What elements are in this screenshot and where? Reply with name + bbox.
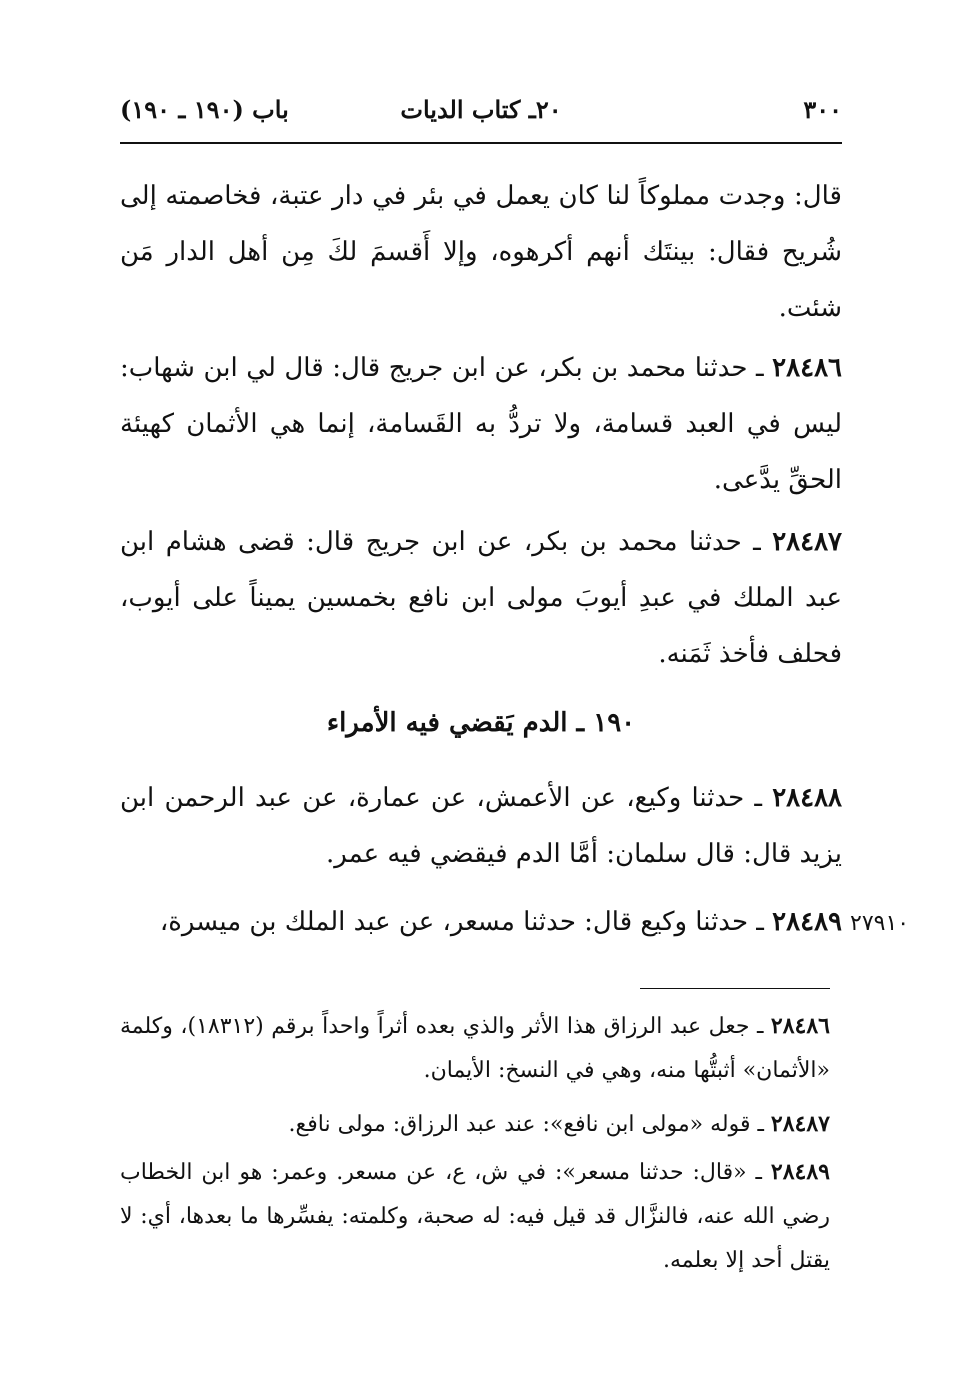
hadith-text: ـ حدثنا وكيع، عن الأعمش، عن عمارة، عن عبد الرحمن ابن يزيد قال: قال سلمان: أمَّا الدم فيقضي فيه عمر. [120, 783, 842, 869]
section-heading: ١٩٠ ـ الدم يَقضي فيه الأمراء [326, 708, 636, 738]
footnote-number: ٢٨٤٨٩ [770, 1159, 830, 1185]
hadith-number: ٢٨٤٨٩ [772, 907, 842, 937]
header-rule [120, 142, 842, 144]
paragraph-text: قال: وجدت مملوكاً لنا كان يعمل في بئر في دار عتبة، فخاصمته إلى شُريح فقال: بينتَك أنهم أكرهوه، وإلا أَقسمَ لكَ مِن أهل الدار مَن شئت. [120, 181, 842, 323]
hadith-text: ـ حدثنا وكيع قال: حدثنا مسعر، عن عبد الملك بن ميسرة، [159, 907, 764, 937]
hadith-28488 [120, 770, 842, 882]
footnote-28487 [120, 1102, 830, 1147]
footnote-text: ـ جعل عبد الرزاق هذا الأثر والذي بعده أثراً واحداً برقم (١٨٣١٢)، وكلمة «الأثمان» أثبتُّها منه، وهي في النسخ: الأيمان. [120, 1014, 830, 1083]
hadith-number: ٢٨٤٨٨ [772, 783, 843, 813]
margin-reference: ٢٧٩١٠ [850, 911, 910, 936]
footnote-rule [640, 988, 830, 989]
page-number: ٣٠٠ [803, 95, 842, 124]
book-title: ٢٠ـ كتاب الديات [400, 95, 562, 124]
hadith-28486 [120, 340, 842, 508]
footnote-text: ـ قوله «مولى ابن نافع»: عند عبد الرزاق: مولى نافع. [288, 1112, 764, 1137]
hadith-text: ـ حدثنا محمد بن بكر، عن ابن جريج قال: قال لي ابن شهاب: ليس في العبد قسامة، ولا تردُّ به القَسامة، إنما هي الأثمان كهيئة الحقِّ يدَّعى. [120, 353, 842, 495]
hadith-28487 [120, 514, 842, 682]
footnote-number: ٢٨٤٨٧ [770, 1111, 830, 1137]
footnote-28489 [120, 1150, 830, 1283]
hadith-28489 [120, 894, 842, 950]
hadith-number: ٢٨٤٨٧ [772, 527, 843, 557]
hadith-number: ٢٨٤٨٦ [772, 353, 842, 383]
footnote-text: ـ «قال: حدثنا مسعر»: في ش، ع، عن مسعر. وعمر: هو ابن الخطاب رضي الله عنه، فالنزَّال قد قيل فيه: له صحبة، وكلمته: يفسِّرها ما بعدها، أي: لا يقتل أحد إلا بعلمه. [120, 1160, 830, 1273]
hadith-text: ـ حدثنا محمد بن بكر، عن ابن جريج قال: قضى هشام ابن عبد الملك في عبدِ أيوبَ مولى ابن نافع بخمسين يميناً على أيوب، فحلف فأخذ ثَمَنه. [120, 527, 842, 669]
chapter-range: باب (١٩٠ ـ ١٩٠) [120, 95, 289, 124]
footnote-28486 [120, 1004, 830, 1093]
footnote-number: ٢٨٤٨٦ [770, 1013, 830, 1039]
page-header [120, 90, 842, 130]
paragraph-continuation [120, 168, 842, 336]
